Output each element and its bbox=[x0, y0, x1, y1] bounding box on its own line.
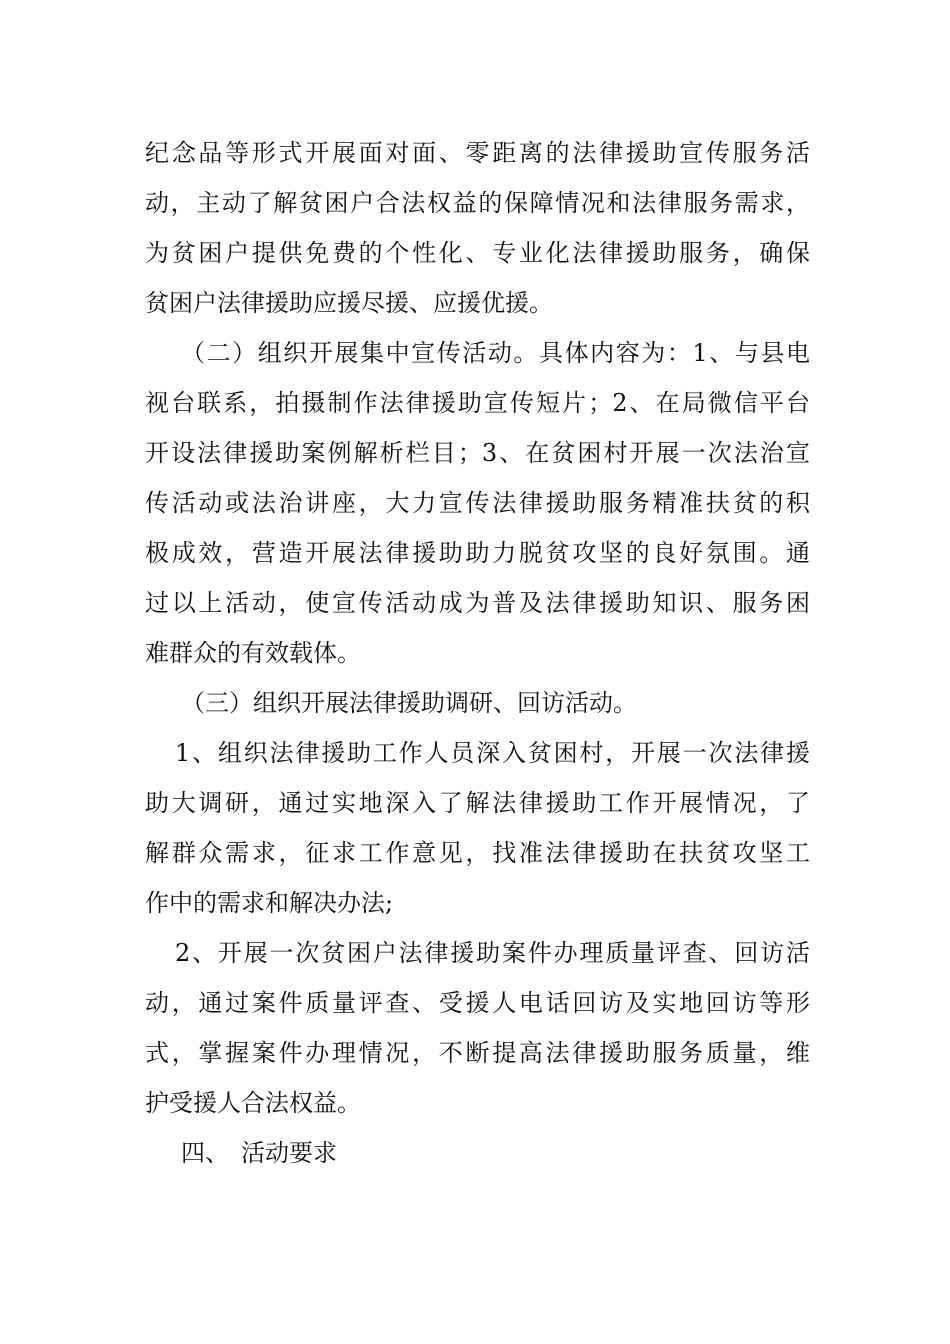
text-line: 式，掌握案件办理情况，不断提高法律援助服务质量，维 bbox=[145, 1039, 810, 1067]
document-body bbox=[145, 128, 810, 1178]
text-line: 动，通过案件质量评查、受援人电话回访及实地回访等形 bbox=[145, 989, 810, 1017]
section-heading: （三）组织开展法律援助调研、回访活动。 bbox=[181, 689, 637, 717]
text-line: 极成效，营造开展法律援助助力脱贫攻坚的良好氛围。通 bbox=[145, 539, 810, 567]
text-line: 解群众需求，征求工作意见，找准法律援助在扶贫攻坚工 bbox=[145, 839, 810, 867]
text-line: 过以上活动，使宣传活动成为普及法律援助知识、服务困 bbox=[145, 589, 810, 617]
text-line: 纪念品等形式开展面对面、零距离的法律援助宣传服务活 bbox=[145, 139, 810, 167]
text-line: 为贫困户提供免费的个性化、专业化法律援助服务，确保 bbox=[145, 239, 810, 267]
text-line: 贫困户法律援助应援尽援、应援优援。 bbox=[145, 289, 553, 317]
text-line: 难群众的有效载体。 bbox=[145, 639, 361, 667]
text-line: 2、开展一次贫困户法律援助案件办理质量评查、回访活 bbox=[175, 939, 810, 967]
section-heading: 四、 活动要求 bbox=[181, 1139, 337, 1167]
text-line: （二）组织开展集中宣传活动。具体内容为：1、与县电 bbox=[181, 339, 810, 367]
text-line: 护受援人合法权益。 bbox=[145, 1089, 361, 1117]
text-line: 开设法律援助案例解析栏目；3、在贫困村开展一次法治宣 bbox=[145, 439, 810, 467]
text-line: 视台联系，拍摄制作法律援助宣传短片；2、在局微信平台 bbox=[145, 389, 810, 417]
text-line: 1、组织法律援助工作人员深入贫困村，开展一次法律援 bbox=[175, 739, 810, 767]
text-line: 作中的需求和解决办法; bbox=[145, 889, 394, 917]
text-line: 动，主动了解贫困户合法权益的保障情况和法律服务需求， bbox=[145, 189, 810, 217]
text-line: 助大调研，通过实地深入了解法律援助工作开展情况，了 bbox=[145, 789, 810, 817]
text-line: 传活动或法治讲座，大力宣传法律援助服务精准扶贫的积 bbox=[145, 489, 810, 517]
